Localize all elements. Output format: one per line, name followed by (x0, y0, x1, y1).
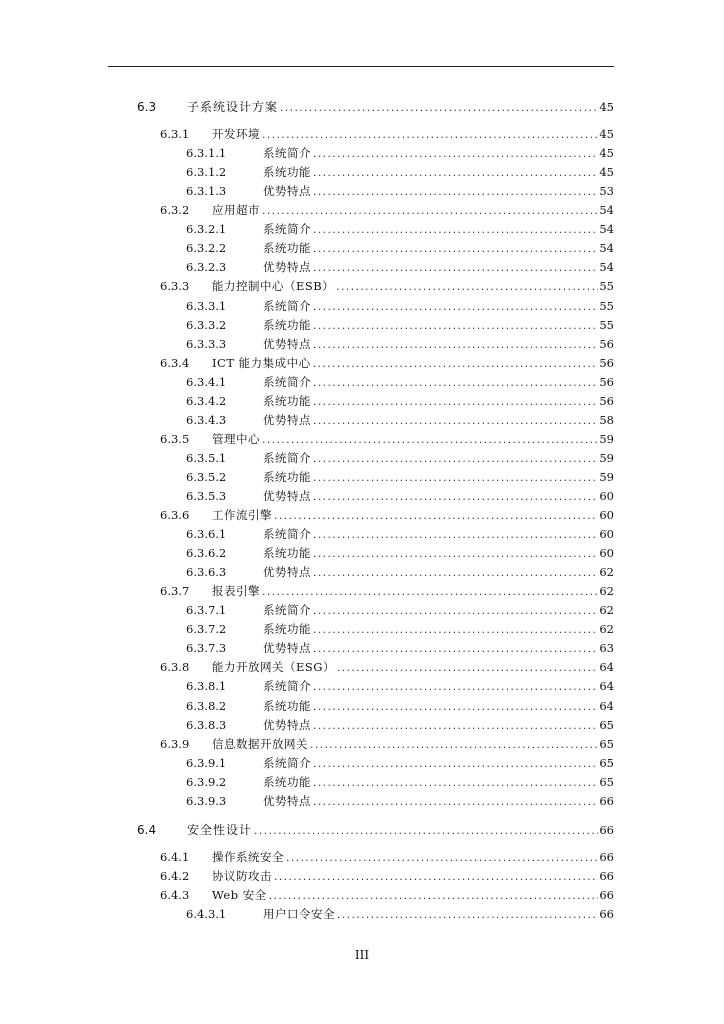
toc-entry-number: 6.3.1.3 (186, 184, 227, 199)
dot-leader (312, 165, 598, 183)
toc-entry[interactable] (0, 316, 724, 334)
toc-entry-title: 优势特点 (263, 336, 311, 351)
toc-entry[interactable] (0, 792, 724, 810)
toc-entry-title: Web 安全 (212, 887, 267, 902)
toc-entry[interactable] (0, 220, 724, 238)
toc-entry-line (263, 773, 614, 791)
dot-leader (312, 527, 598, 545)
toc-entry-title: 子系统设计方案 (187, 100, 279, 114)
toc-entry-page: 65 (599, 755, 614, 770)
toc-entry-title: 系统简介 (263, 374, 311, 389)
toc-entry-line (263, 335, 614, 353)
toc-entry-line (212, 354, 614, 372)
toc-entry-number: 6.3.6.3 (186, 565, 227, 580)
dot-leader (285, 850, 598, 868)
toc-entry-line (212, 201, 614, 219)
dot-leader (312, 222, 598, 240)
toc-entry-number: 6.3.5.2 (186, 469, 227, 484)
toc-entry-number: 6.3.8.1 (186, 679, 227, 694)
toc-entry[interactable] (0, 658, 724, 676)
dot-leader (312, 775, 598, 793)
toc-entry-number: 6.3 (137, 100, 157, 114)
dot-leader (273, 869, 598, 887)
dot-leader (273, 508, 598, 526)
toc-entry-page: 54 (599, 203, 614, 218)
dot-leader (312, 794, 598, 812)
toc-entry[interactable] (0, 125, 724, 143)
toc-entry[interactable] (0, 716, 724, 734)
toc-entry-line (263, 220, 614, 238)
toc-entry-page: 55 (599, 317, 614, 332)
dot-leader (312, 318, 598, 336)
toc-entry-line (263, 182, 614, 200)
toc-entry-title: 系统简介 (263, 755, 311, 770)
toc-entry-title: 系统功能 (263, 241, 311, 256)
toc-entry[interactable] (0, 144, 724, 162)
toc-entry-number: 6.3.2.1 (186, 222, 227, 237)
toc-entry-page: 45 (599, 100, 614, 114)
toc-entry[interactable] (0, 677, 724, 695)
dot-leader (312, 146, 598, 164)
dot-leader (312, 641, 598, 659)
toc-entry-number: 6.3.8 (160, 660, 190, 675)
dot-leader (312, 375, 598, 393)
toc-entry-title: 系统功能 (263, 165, 311, 180)
toc-entry[interactable] (0, 905, 724, 923)
toc-entry-title: 管理中心 (212, 431, 260, 446)
toc-entry-page: 56 (599, 355, 614, 370)
toc-entry[interactable] (0, 392, 724, 410)
toc-entry-line (263, 697, 614, 715)
toc-entry-number: 6.3.2 (160, 203, 190, 218)
toc-entry[interactable] (0, 430, 724, 448)
toc-entry-page: 56 (599, 393, 614, 408)
toc-entry-number: 6.3.4.2 (186, 393, 227, 408)
toc-entry[interactable] (0, 563, 724, 581)
toc-entry-line (263, 525, 614, 543)
toc-entry-page: 60 (599, 546, 614, 561)
dot-leader (279, 100, 598, 118)
toc-entry-line (263, 392, 614, 410)
dot-leader (312, 394, 598, 412)
toc-entry-line (187, 98, 614, 116)
toc-entry-page: 66 (599, 887, 614, 902)
toc-entry-number: 6.3.8.2 (186, 698, 227, 713)
toc-entry-page: 66 (599, 906, 614, 921)
toc-entry[interactable] (0, 373, 724, 391)
toc-entry-page: 66 (599, 822, 614, 837)
toc-entry-page: 59 (599, 469, 614, 484)
toc-entry-line (212, 735, 614, 753)
toc-entry-page: 64 (599, 679, 614, 694)
toc-entry[interactable] (0, 182, 724, 200)
toc-entry-title: 系统简介 (263, 603, 311, 618)
toc-entry-title: 开发环境 (212, 127, 260, 141)
toc-entry-title: 系统简介 (263, 527, 311, 542)
toc-entry-line (212, 886, 614, 904)
toc-entry-number: 6.3.1.1 (186, 146, 227, 161)
dot-leader (312, 756, 598, 774)
toc-entry-number: 6.3.4.1 (186, 374, 227, 389)
toc-entry[interactable] (0, 601, 724, 619)
toc-entry-number: 6.4.2 (160, 868, 190, 883)
dot-leader (312, 470, 598, 488)
toc-entry[interactable] (0, 201, 724, 219)
toc-entry-line (263, 239, 614, 257)
toc-entry-number: 6.3.3.2 (186, 317, 227, 332)
toc-entry-page: 59 (599, 431, 614, 446)
toc-entry-title: 能力开放网关（ESG） (212, 660, 335, 675)
toc-entry-number: 6.3.9.1 (186, 755, 227, 770)
toc-entry[interactable] (0, 354, 724, 372)
toc-entry-line (212, 848, 614, 866)
toc-entry-title: 协议防攻击 (212, 868, 272, 883)
toc-entry-line (263, 258, 614, 276)
toc-entry[interactable] (0, 258, 724, 276)
toc-entry[interactable] (0, 735, 724, 753)
toc-entry-page: 65 (599, 717, 614, 732)
toc-entry-title: 优势特点 (263, 717, 311, 732)
toc-entry-number: 6.3.2.2 (186, 241, 227, 256)
toc-entry-line (212, 125, 614, 143)
toc-entry-title: 系统功能 (263, 698, 311, 713)
toc-entry-page: 53 (599, 184, 614, 199)
toc-entry-number: 6.3.1 (160, 127, 190, 141)
dot-leader (335, 279, 598, 297)
dot-leader (312, 622, 598, 640)
toc-entry-number: 6.4.3 (160, 887, 190, 902)
toc-entry-title: 用户口令安全 (263, 906, 335, 921)
toc-entry-page: 65 (599, 774, 614, 789)
toc-entry[interactable] (0, 506, 724, 524)
toc-entry-number: 6.4 (137, 822, 157, 837)
toc-entry[interactable] (0, 297, 724, 315)
dot-leader (312, 451, 598, 469)
toc-entry-line (212, 867, 614, 885)
dot-leader (312, 603, 598, 621)
toc-entry-page: 62 (599, 603, 614, 618)
dot-leader (312, 299, 598, 317)
toc-entry-number: 6.3.3.1 (186, 298, 227, 313)
dot-leader (312, 260, 598, 278)
toc-entry-line (263, 754, 614, 772)
toc-entry-title: 能力控制中心（ESB） (212, 279, 335, 294)
toc-entry-page: 60 (599, 508, 614, 522)
toc-entry[interactable] (0, 335, 724, 353)
toc-entry-page: 63 (599, 641, 614, 656)
toc-entry-title: 系统功能 (263, 469, 311, 484)
toc-entry-line (263, 601, 614, 619)
toc-entry[interactable] (0, 886, 724, 904)
dot-leader (312, 565, 598, 583)
toc-entry-title: 系统功能 (263, 774, 311, 789)
toc-entry-title: 优势特点 (263, 412, 311, 427)
toc-entry-page: 66 (599, 868, 614, 883)
toc-entry-title: 应用超市 (212, 203, 260, 218)
dot-leader (309, 737, 598, 755)
toc-entry-page: 58 (599, 412, 614, 427)
toc-entry[interactable] (0, 639, 724, 657)
toc-entry[interactable] (0, 487, 724, 505)
dot-leader (312, 337, 598, 355)
toc-entry-title: 系统功能 (263, 317, 311, 332)
toc-entry-line (263, 411, 614, 429)
toc-entry-page: 66 (599, 849, 614, 864)
toc-entry-line (263, 316, 614, 334)
toc-entry-line (263, 620, 614, 638)
toc-entry-number: 6.4.1 (160, 849, 190, 864)
toc-entry[interactable] (0, 544, 724, 562)
toc-entry-page: 55 (599, 279, 614, 294)
toc-entry-title: 优势特点 (263, 489, 311, 503)
toc-entry-line (263, 639, 614, 657)
toc-entry-title: 信息数据开放网关 (212, 736, 308, 751)
toc-entry-number: 6.3.7.1 (186, 603, 227, 618)
toc-entry-page: 55 (599, 298, 614, 313)
toc-entry[interactable] (0, 468, 724, 486)
toc-entry-line (263, 792, 614, 810)
dot-leader (312, 546, 598, 564)
toc-entry-title: 优势特点 (263, 641, 311, 656)
dot-leader (312, 241, 598, 259)
toc-entry-line (263, 563, 614, 581)
toc-entry[interactable] (0, 620, 724, 638)
toc-entry-line (263, 144, 614, 162)
toc-entry-number: 6.3.4 (160, 355, 190, 370)
toc-entry-title: 工作流引擎 (212, 508, 272, 522)
toc-entry-number: 6.3.6 (160, 508, 190, 522)
toc-entry[interactable] (0, 98, 724, 116)
toc-entry-page: 56 (599, 374, 614, 389)
toc-entry-number: 6.3.9 (160, 736, 190, 751)
toc-entry-line (263, 449, 614, 467)
toc-entry-line (212, 582, 614, 600)
dot-leader (268, 888, 599, 906)
toc-entry-line (263, 716, 614, 734)
dot-leader (312, 184, 598, 202)
toc-entry[interactable] (0, 867, 724, 885)
toc-entry-page: 56 (599, 336, 614, 351)
toc-entry-page: 60 (599, 489, 614, 503)
toc-entry[interactable] (0, 411, 724, 429)
dot-leader (261, 584, 598, 602)
toc-entry[interactable] (0, 239, 724, 257)
dot-leader (261, 127, 598, 145)
toc-entry-page: 54 (599, 222, 614, 237)
toc-entry-number: 6.3.4.3 (186, 412, 227, 427)
toc-entry-line (263, 297, 614, 315)
toc-entry-page: 64 (599, 660, 614, 675)
toc-entry-line (212, 277, 614, 295)
toc-entry-page: 66 (599, 793, 614, 808)
toc-entry[interactable] (0, 582, 724, 600)
toc-entry-title: 操作系统安全 (212, 849, 284, 864)
toc-entry-title: 系统功能 (263, 622, 311, 637)
toc-entry-number: 6.4.3.1 (186, 906, 227, 921)
toc-entry[interactable] (0, 525, 724, 543)
toc-entry-page: 45 (599, 146, 614, 161)
toc-entry-number: 6.3.1.2 (186, 165, 227, 180)
toc-entry[interactable] (0, 449, 724, 467)
toc-entry-number: 6.3.7 (160, 584, 190, 599)
toc-entry-line (187, 821, 614, 839)
toc-entry-title: 系统简介 (263, 679, 311, 694)
toc-entry-number: 6.3.9.3 (186, 793, 227, 808)
toc-entry-title: 优势特点 (263, 793, 311, 808)
toc-entry-page: 62 (599, 584, 614, 599)
dot-leader (261, 203, 598, 221)
dot-leader (253, 823, 598, 841)
toc-entry-page: 54 (599, 260, 614, 275)
toc-entry-page: 45 (599, 127, 614, 141)
page-number: III (354, 948, 370, 962)
toc-entry-line (212, 430, 614, 448)
toc-entry-title: 系统功能 (263, 393, 311, 408)
toc-entry-line (212, 506, 614, 524)
toc-entry-title: 安全性设计 (187, 822, 253, 837)
toc-entry-line (263, 905, 614, 923)
toc-entry[interactable] (0, 821, 724, 839)
dot-leader (336, 660, 598, 678)
toc-entry-title: 系统简介 (263, 146, 311, 161)
toc-entry-number: 6.3.7.2 (186, 622, 227, 637)
toc-entry-number: 6.3.8.3 (186, 717, 227, 732)
toc-entry-page: 60 (599, 527, 614, 542)
toc-entry-number: 6.3.3 (160, 279, 190, 294)
dot-leader (312, 356, 599, 374)
toc-entry[interactable] (0, 773, 724, 791)
toc-entry-number: 6.3.5.3 (186, 489, 227, 503)
toc-entry-line (263, 163, 614, 181)
toc-entry-title: 优势特点 (263, 565, 311, 580)
toc-entry-line (263, 373, 614, 391)
toc-entry-number: 6.3.2.3 (186, 260, 227, 275)
toc-entry-title: 系统简介 (263, 450, 311, 465)
toc-entry-page: 45 (599, 165, 614, 180)
toc-entry-line (263, 544, 614, 562)
toc-entry[interactable] (0, 277, 724, 295)
toc-entry-number: 6.3.6.1 (186, 527, 227, 542)
dot-leader (336, 907, 598, 925)
toc-entry-page: 54 (599, 241, 614, 256)
toc-entry-page: 64 (599, 698, 614, 713)
toc-entry-number: 6.3.5.1 (186, 450, 227, 465)
toc-entry-line (263, 677, 614, 695)
toc-entry-page: 62 (599, 622, 614, 637)
toc-entry-page: 59 (599, 450, 614, 465)
toc-entry-title: 优势特点 (263, 260, 311, 275)
dot-leader (312, 699, 598, 717)
toc-entry-title: 系统简介 (263, 222, 311, 237)
toc-entry[interactable] (0, 754, 724, 772)
dot-leader (261, 432, 598, 450)
toc-entry[interactable] (0, 697, 724, 715)
toc-entry-title: ICT 能力集成中心 (212, 355, 311, 370)
toc-entry-number: 6.3.7.3 (186, 641, 227, 656)
toc-entry[interactable] (0, 163, 724, 181)
toc-entry-title: 系统简介 (263, 298, 311, 313)
toc-entry-number: 6.3.5 (160, 431, 190, 446)
toc-entry-number: 6.3.6.2 (186, 546, 227, 561)
toc-entry-line (263, 468, 614, 486)
toc-entry-number: 6.3.3.3 (186, 336, 227, 351)
toc-entry-title: 报表引擎 (212, 584, 260, 599)
dot-leader (312, 679, 598, 697)
toc-entry[interactable] (0, 848, 724, 866)
toc-entry-line (263, 487, 614, 505)
toc-entry-number: 6.3.9.2 (186, 774, 227, 789)
toc-entry-line (212, 658, 614, 676)
dot-leader (312, 489, 598, 507)
dot-leader (312, 413, 598, 431)
toc-entry-page: 62 (599, 565, 614, 580)
toc-entry-title: 优势特点 (263, 184, 311, 199)
dot-leader (312, 718, 598, 736)
toc-entry-title: 系统功能 (263, 546, 311, 561)
toc-entry-page: 65 (599, 736, 614, 751)
